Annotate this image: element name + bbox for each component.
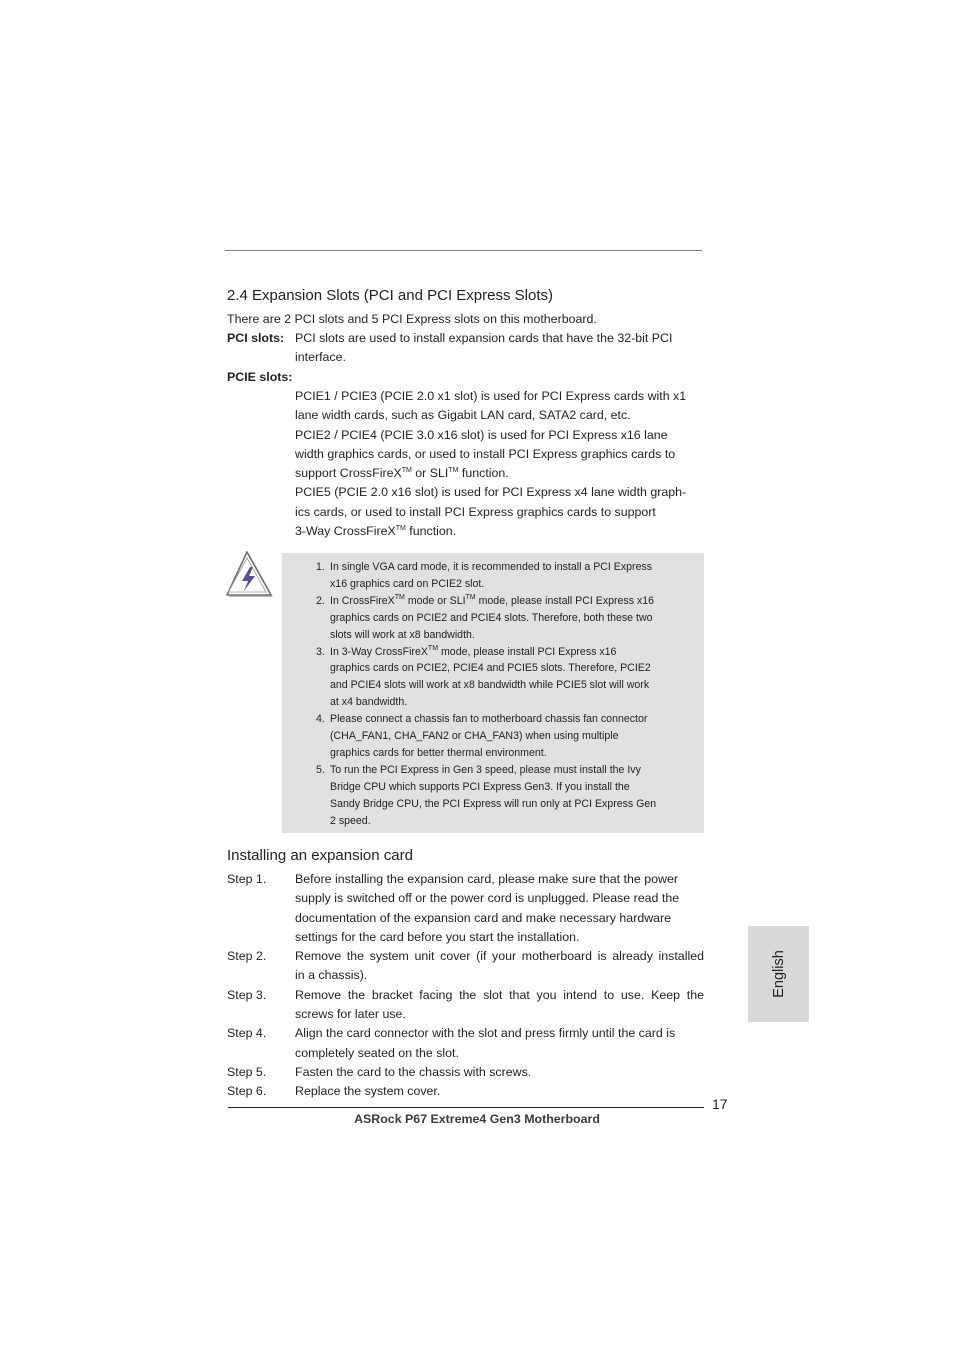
note-number: 1.: [316, 561, 325, 573]
pci-line-2: interface.: [295, 350, 346, 365]
step-line: completely seated on the slot.: [295, 1045, 459, 1060]
pcie-line-5-b: or SLI: [411, 466, 449, 481]
step-line: screws for later use.: [295, 1007, 406, 1022]
step-label: Step 3.: [227, 987, 267, 1002]
note-item: [282, 593, 656, 644]
pcie-line-7: ics cards, or used to install PCI Express graphics cards to support: [295, 504, 656, 519]
step-line: Fasten the card to the chassis with screws.: [295, 1064, 532, 1079]
step-line: Remove the bracket facing the slot that you intend to use. Keep the: [295, 987, 704, 1002]
pcie-line-1: PCIE1 / PCIE3 (PCIE 2.0 x1 slot) is used for PCI Express cards with x1: [295, 389, 687, 403]
page-number: 17: [712, 1096, 728, 1112]
pcie-line-5-a: support CrossFireX: [295, 466, 402, 481]
trademark-mark: TM: [448, 467, 459, 475]
note-number: 5.: [316, 763, 325, 776]
pcie-line-6: PCIE5 (PCIE 2.0 x16 slot) is used for PCI Express x4 lane width graph-: [295, 485, 687, 500]
pcie-line-5: [295, 464, 686, 483]
step-label: Step 2.: [227, 949, 267, 964]
note-line: 2 speed.: [330, 814, 371, 827]
note-line: graphics cards on PCIE2, PCIE4 and PCIE5 slots. Therefore, PCIE2: [330, 662, 651, 675]
language-tab: [748, 926, 809, 1022]
note-line: slots will work at x8 bandwidth.: [330, 628, 475, 641]
language-tab-label: English: [770, 950, 787, 998]
install-title: Installing an expansion card: [227, 847, 413, 864]
step-label: Step 4.: [227, 1026, 267, 1041]
install-steps: [227, 870, 704, 1102]
pcie-line-2: lane width cards, such as Gigabit LAN card, SATA2 card, etc.: [295, 408, 631, 423]
note-line: x16 graphics card on PCIE2 slot.: [330, 577, 485, 590]
trademark-mark: TM: [465, 593, 476, 601]
pcie-line-4: width graphics cards, or used to install PCI Express graphics cards to: [295, 446, 676, 461]
note-number: 3.: [316, 645, 325, 658]
note-line: (CHA_FAN1, CHA_FAN2 or CHA_FAN3) when using multiple: [330, 730, 619, 743]
note-item: [282, 711, 656, 762]
trademark-mark: TM: [394, 593, 405, 601]
note-line: [330, 593, 656, 610]
step-line: supply is switched off or the power cord is unplugged. Please read the: [295, 891, 680, 906]
step-4: [227, 1024, 704, 1063]
step-6: [227, 1082, 704, 1101]
step-line: Replace the system cover.: [295, 1084, 441, 1099]
step-line: in a chassis).: [295, 968, 368, 983]
note-line: In single VGA card mode, it is recommended to install a PCI Express: [330, 561, 653, 573]
note-line: graphics cards on PCIE2 and PCIE4 slots. Therefore, both these two: [330, 611, 653, 624]
step-1: [227, 870, 704, 947]
trademark-mark: TM: [427, 644, 439, 652]
pcie-line-8-b: function.: [405, 524, 457, 539]
note-line: at x4 bandwidth.: [330, 696, 408, 709]
footer-product: ASRock P67 Extreme4 Gen3 Motherboard: [354, 1112, 600, 1126]
note-number: 4.: [316, 713, 325, 726]
pcie-line-5-c: function.: [458, 466, 509, 481]
step-5: [227, 1063, 704, 1082]
note-line: graphics cards for better thermal environment.: [330, 746, 547, 759]
notes-box: [282, 553, 704, 833]
section-intro: There are 2 PCI slots and 5 PCI Express slots on this motherboard.: [227, 312, 597, 326]
note-line: [330, 644, 656, 661]
note-item: [282, 644, 656, 712]
note-line: Please connect a chassis fan to motherboard chassis fan connector: [330, 713, 648, 726]
pcie-slots-label: PCIE slots:: [227, 370, 293, 384]
notes-list: [282, 559, 656, 830]
step-line: Align the card connector with the slot and press firmly until the card is: [295, 1026, 676, 1041]
step-line: documentation of the expansion card and make necessary hardware: [295, 910, 672, 925]
note-line: and PCIE4 slots will work at x8 bandwidth while PCIE5 slot will work: [330, 679, 650, 692]
note-text: In CrossFireX: [330, 594, 395, 607]
pcie-slots-description: [295, 387, 686, 541]
trademark-mark: TM: [395, 525, 406, 533]
note-item: [282, 762, 656, 830]
pci-slots-label: PCI slots:: [227, 331, 285, 345]
note-text: In 3-Way CrossFireX: [330, 645, 428, 658]
step-label: Step 6.: [227, 1084, 267, 1099]
note-text: mode, please install PCI Express x16: [438, 645, 617, 658]
footer-divider: [228, 1107, 704, 1108]
trademark-mark: TM: [401, 467, 412, 475]
step-3: [227, 986, 704, 1025]
note-number: 2.: [316, 594, 325, 607]
step-label: Step 5.: [227, 1064, 267, 1079]
note-item: [282, 559, 656, 593]
top-divider: [225, 250, 702, 251]
step-label: Step 1.: [227, 872, 267, 886]
pcie-line-8-a: 3-Way CrossFireX: [295, 524, 396, 539]
pcie-line-8: [295, 522, 686, 541]
step-line: settings for the card before you start the installation.: [295, 929, 580, 944]
pcie-line-3: PCIE2 / PCIE4 (PCIE 3.0 x16 slot) is used for PCI Express x16 lane: [295, 427, 668, 442]
note-line: To run the PCI Express in Gen 3 speed, please must install the Ivy: [330, 763, 641, 776]
note-line: Bridge CPU which supports PCI Express Gen3. If you install the: [330, 780, 630, 793]
pci-line-1: PCI slots are used to install expansion cards that have the 32-bit PCI: [295, 331, 673, 345]
step-line: Remove the system unit cover (if your motherboard is already installed: [295, 949, 704, 964]
note-text: mode or SLI: [404, 594, 466, 607]
note-line: Sandy Bridge CPU, the PCI Express will run only at PCI Express Gen: [330, 797, 657, 810]
pci-slots-description: [295, 329, 672, 368]
warning-triangle-lightning-icon: [226, 550, 276, 600]
section-title: 2.4 Expansion Slots (PCI and PCI Express Slots): [227, 287, 553, 304]
step-2: [227, 947, 704, 986]
note-text: mode, please install PCI Express x16: [475, 594, 655, 607]
step-line: Before installing the expansion card, please make sure that the power: [295, 872, 678, 886]
